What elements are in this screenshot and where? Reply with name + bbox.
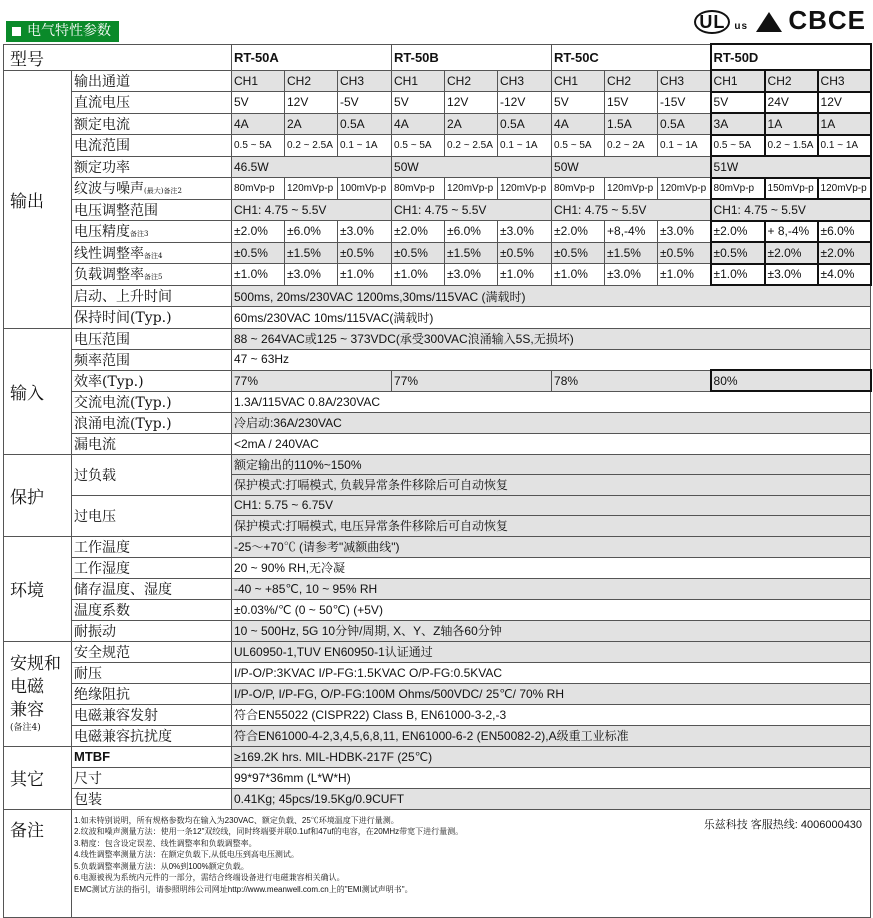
value-cell: 4A	[392, 113, 445, 135]
table-row	[4, 536, 871, 557]
value-cell: ±1.0%	[392, 264, 445, 286]
label-text: 线性调整率	[74, 245, 144, 262]
value-cell: 1A	[818, 113, 871, 135]
table-row	[4, 221, 871, 243]
value-cell: 77%	[392, 370, 552, 391]
category-note: (备注4)	[10, 723, 41, 733]
label-text: 负载调整率	[74, 267, 144, 284]
note-line: 3.精度：包含设定误差、线性调整率和负载调整率。	[74, 838, 257, 848]
value-cell: CH2	[605, 70, 658, 92]
value-cell: ±2.0%	[765, 242, 818, 264]
value-cell: -40 ~ +85℃, 10 ~ 95% RH	[232, 578, 871, 599]
value-cell: ±0.5%	[711, 242, 765, 264]
row-label-eff: 效率(Typ.)	[72, 370, 232, 391]
row-label-emi: 电磁兼容发射	[72, 704, 232, 725]
value-cell: ±2.0%	[552, 221, 605, 243]
value-cell: -25～+70℃ (请参考"减额曲线")	[232, 536, 871, 557]
category-line: 电磁	[10, 677, 44, 697]
value-cell: 符合EN61000-4-2,3,4,5,6,8,11, EN61000-6-2 (EN50082-2),A级重工业标准	[232, 725, 871, 746]
table-row	[4, 788, 871, 809]
table-row	[4, 307, 871, 329]
value-cell: 0.1 ~ 1A	[658, 135, 711, 157]
gs-triangle-icon	[756, 12, 782, 32]
value-cell: CH3	[498, 70, 552, 92]
value-cell: ±1.0%	[711, 264, 765, 286]
table-row	[4, 725, 871, 746]
label-text: 电压调整范围	[74, 202, 158, 219]
table-row	[4, 264, 871, 286]
value-cell: CH1: 4.75 ~ 5.5V	[392, 199, 552, 221]
value-cell: 0.41Kg; 45pcs/19.5Kg/0.9CUFT	[232, 788, 871, 809]
value-cell: 0.2 ~ 2.5A	[285, 135, 338, 157]
label-text: 直流电压	[74, 95, 130, 112]
value-cell: 500ms, 20ms/230VAC 1200ms,30ms/115VAC (满载时)	[232, 285, 871, 307]
value-cell: ±3.0%	[658, 221, 711, 243]
value-cell: ±6.0%	[818, 221, 871, 243]
value-cell: ±1.5%	[285, 242, 338, 264]
value-cell: ±3.0%	[338, 221, 392, 243]
value-cell: 5V	[711, 92, 765, 114]
value-cell: 99*97*36mm (L*W*H)	[232, 767, 871, 788]
row-label-channels	[72, 70, 232, 92]
value-cell: 120mVp-p	[498, 178, 552, 200]
spec-table	[3, 43, 872, 918]
value-cell: 24V	[765, 92, 818, 114]
value-cell: 100mVp-p	[338, 178, 392, 200]
value-cell: 符合EN55022 (CISPR22) Class B, EN61000-3-2,-3	[232, 704, 871, 725]
label-text: 输出通道	[74, 73, 130, 90]
value-cell: ±1.5%	[605, 242, 658, 264]
value-cell: CH1	[711, 70, 765, 92]
value-cell: 4A	[552, 113, 605, 135]
note-line: 4.线性调整率测量方法：在额定负载下,从低电压到高电压测试。	[74, 850, 299, 859]
label-text: 电流范围	[74, 138, 130, 155]
value-cell: 80mVp-p	[392, 178, 445, 200]
value-cell: 5V	[392, 92, 445, 114]
note-line: EMC测试方法的指引，请参照明纬公司网址http://www.meanwell.com.cn上的"EMI测试声明书"。	[74, 884, 413, 894]
value-cell: 60ms/230VAC 10ms/115VAC(满载时)	[232, 307, 871, 329]
ul-logo: UL	[694, 10, 730, 34]
row-label-current_range	[72, 135, 232, 157]
section-title: 电气特性参数	[6, 21, 119, 42]
table-row	[4, 433, 871, 454]
row-label-storage: 储存温度、湿度	[72, 578, 232, 599]
value-cell: 0.5A	[498, 113, 552, 135]
value-cell: UL60950-1,TUV EN60950-1认证通过	[232, 641, 871, 662]
value-cell: CH3	[658, 70, 711, 92]
value-cell: 50W	[392, 156, 552, 178]
row-label-ac: 交流电流(Typ.)	[72, 391, 232, 412]
value-cell: ≥169.2K hrs. MIL-HDBK-217F (25℃)	[232, 746, 871, 767]
value-cell: 5V	[552, 92, 605, 114]
value-cell: 12V	[285, 92, 338, 114]
value-cell: 0.5 ~ 5A	[232, 135, 285, 157]
value-cell: ±3.0%	[285, 264, 338, 286]
value-cell: 120mVp-p	[445, 178, 498, 200]
value-cell: 0.1 ~ 1A	[338, 135, 392, 157]
value-cell: I/P-O/P, I/P-FG, O/P-FG:100M Ohms/500VDC/ 25℃/ 70% RH	[232, 683, 871, 704]
value-cell: ±3.0%	[498, 221, 552, 243]
value-cell: 15V	[605, 92, 658, 114]
table-row	[4, 44, 871, 70]
category-input: 输入	[4, 328, 72, 454]
row-label-power	[72, 156, 232, 178]
value-cell: 保护模式:打嗝模式, 负载异常条件移除后可自动恢复	[232, 475, 871, 496]
category-notes: 备注	[4, 809, 72, 917]
table-row	[4, 242, 871, 264]
row-label-vib: 耐振动	[72, 620, 232, 641]
table-row	[4, 641, 871, 662]
row-label-tolerance	[72, 221, 232, 243]
note-line: 5.负载调整率测量方法：从0%到100%额定负载。	[74, 861, 249, 871]
table-row	[4, 704, 871, 725]
value-cell: 2A	[285, 113, 338, 135]
value-cell: ±3.0%	[765, 264, 818, 286]
value-cell: ±6.0%	[445, 221, 498, 243]
value-cell: 120mVp-p	[605, 178, 658, 200]
table-row	[4, 349, 871, 370]
value-cell: 10 ~ 500Hz, 5G 10分钟/周期, X、Y、Z轴各60分钟	[232, 620, 871, 641]
row-label-std: 安全规范	[72, 641, 232, 662]
table-row	[4, 391, 871, 412]
value-cell: 12V	[445, 92, 498, 114]
row-label-inrush: 浪涌电流(Typ.)	[72, 412, 232, 433]
table-row	[4, 809, 871, 917]
table-row	[4, 767, 871, 788]
category-environment: 环境	[4, 536, 72, 641]
row-label-setup: 启动、上升时间	[72, 285, 232, 307]
value-cell: 1.3A/115VAC 0.8A/230VAC	[232, 391, 871, 412]
note-line: 1.如未特别说明，所有规格参数均在输入为230VAC、额定负载、25℃环境温度下进行量测。	[74, 815, 399, 825]
value-cell: 保护模式:打嗝模式, 电压异常条件移除后可自动恢复	[232, 516, 871, 537]
value-cell: 0.2 ~ 2A	[605, 135, 658, 157]
value-cell: 额定输出的110%~150%	[232, 454, 871, 475]
value-cell: ±0.5%	[552, 242, 605, 264]
value-cell: 50W	[552, 156, 711, 178]
header	[3, 2, 870, 42]
value-cell: 冷启动:36A/230VAC	[232, 412, 871, 433]
row-label-ov: 过电压	[72, 495, 232, 536]
us-mark: us	[734, 21, 749, 32]
value-cell: 120mVp-p	[658, 178, 711, 200]
table-row	[4, 70, 871, 92]
table-row	[4, 454, 871, 475]
table-row	[4, 683, 871, 704]
value-cell: 0.5 ~ 5A	[392, 135, 445, 157]
value-cell: + 8,-4%	[765, 221, 818, 243]
value-cell: ±2.0%	[392, 221, 445, 243]
value-cell: CH1: 4.75 ~ 5.5V	[552, 199, 711, 221]
value-cell: -5V	[338, 92, 392, 114]
table-row	[4, 178, 871, 200]
value-cell: 80mVp-p	[711, 178, 765, 200]
model-name: RT-50C	[552, 44, 711, 70]
row-label-coef: 温度系数	[72, 599, 232, 620]
value-cell: ±6.0%	[285, 221, 338, 243]
label-note: (最大)备注2	[144, 187, 182, 196]
row-label-pack: 包装	[72, 788, 232, 809]
value-cell: 77%	[232, 370, 392, 391]
row-label-line	[72, 242, 232, 264]
row-label-hold: 保持时间(Typ.)	[72, 307, 232, 329]
table-row	[4, 412, 871, 433]
table-row	[4, 495, 871, 516]
label-text: 纹波与噪声	[74, 181, 144, 198]
table-row	[4, 578, 871, 599]
category-line: 兼容	[10, 700, 44, 720]
value-cell: CH3	[338, 70, 392, 92]
value-cell: 4A	[232, 113, 285, 135]
value-cell: CH2	[285, 70, 338, 92]
value-cell: CH1: 4.75 ~ 5.5V	[232, 199, 392, 221]
model-name: RT-50D	[711, 44, 871, 70]
row-label-freq: 频率范围	[72, 349, 232, 370]
table-row	[4, 557, 871, 578]
value-cell: 120mVp-p	[818, 178, 871, 200]
value-cell: ±4.0%	[818, 264, 871, 286]
row-label-leak: 漏电流	[72, 433, 232, 454]
table-row	[4, 285, 871, 307]
value-cell: CH1	[552, 70, 605, 92]
note-line: 6.电源被视为系统内元件的一部分，需结合终端设备进行电磁兼容相关确认。	[74, 873, 345, 882]
hotline: 乐兹科技 客服热线: 4006000430	[703, 818, 863, 831]
value-cell: CH2	[765, 70, 818, 92]
value-cell: CH1	[392, 70, 445, 92]
row-label-load	[72, 264, 232, 286]
value-cell: ±0.5%	[392, 242, 445, 264]
category-others: 其它	[4, 746, 72, 809]
value-cell: ±3.0%	[605, 264, 658, 286]
value-cell: ±1.0%	[552, 264, 605, 286]
value-cell: 0.2 ~ 2.5A	[445, 135, 498, 157]
table-row	[4, 328, 871, 349]
value-cell: ±1.5%	[445, 242, 498, 264]
value-cell: 0.5A	[658, 113, 711, 135]
value-cell: 20 ~ 90% RH,无冷凝	[232, 557, 871, 578]
value-cell: 12V	[818, 92, 871, 114]
table-row	[4, 113, 871, 135]
value-cell: ±3.0%	[445, 264, 498, 286]
value-cell: CH1	[232, 70, 285, 92]
value-cell: CH3	[818, 70, 871, 92]
value-cell: ±0.03%/℃ (0 ~ 50℃) (+5V)	[232, 599, 871, 620]
value-cell: ±1.0%	[338, 264, 392, 286]
value-cell: ±0.5%	[338, 242, 392, 264]
value-cell: ±2.0%	[818, 242, 871, 264]
label-note: 备注5	[144, 273, 163, 282]
value-cell: 2A	[445, 113, 498, 135]
value-cell: +8,-4%	[605, 221, 658, 243]
label-note: 备注4	[144, 251, 163, 260]
value-cell: ±0.5%	[498, 242, 552, 264]
cb-ce-logo: CBCE	[788, 5, 866, 35]
value-cell: CH1: 4.75 ~ 5.5V	[711, 199, 871, 221]
row-label-voltage	[72, 92, 232, 114]
row-label-ems: 电磁兼容抗扰度	[72, 725, 232, 746]
table-row	[4, 599, 871, 620]
model-name: RT-50A	[232, 44, 392, 70]
value-cell: CH1: 5.75 ~ 6.75V	[232, 495, 871, 516]
note-line: 2.纹波和噪声测量方法：使用一条12"双绞线，同时终端要并联0.1uf和47uf的电容，在20MHz带宽下进行量测。	[74, 827, 464, 836]
notes-body	[72, 809, 871, 917]
row-label-dim: 尺寸	[72, 767, 232, 788]
value-cell: ±1.0%	[658, 264, 711, 286]
category-output: 输出	[4, 70, 72, 328]
value-cell: ±1.0%	[232, 264, 285, 286]
row-label-adj	[72, 199, 232, 221]
value-cell: 0.5A	[338, 113, 392, 135]
value-cell: 80%	[711, 370, 871, 391]
value-cell: ±0.5%	[232, 242, 285, 264]
value-cell: 1.5A	[605, 113, 658, 135]
table-row	[4, 370, 871, 391]
row-label-vrange: 电压范围	[72, 328, 232, 349]
value-cell: 46.5W	[232, 156, 392, 178]
row-label-temp: 工作温度	[72, 536, 232, 557]
value-cell: 0.1 ~ 1A	[498, 135, 552, 157]
value-cell: 0.5 ~ 5A	[711, 135, 765, 157]
category-protection: 保护	[4, 454, 72, 536]
model-label: 型号	[4, 44, 232, 70]
value-cell: 120mVp-p	[285, 178, 338, 200]
table-row	[4, 620, 871, 641]
row-label-ol: 过负载	[72, 454, 232, 495]
row-label-current	[72, 113, 232, 135]
value-cell: 3A	[711, 113, 765, 135]
table-row	[4, 156, 871, 178]
label-text: 电压精度	[74, 224, 130, 241]
value-cell: 51W	[711, 156, 871, 178]
value-cell: ±2.0%	[711, 221, 765, 243]
table-row	[4, 199, 871, 221]
row-label-withstand: 耐压	[72, 662, 232, 683]
value-cell: 78%	[552, 370, 711, 391]
table-row	[4, 92, 871, 114]
model-name: RT-50B	[392, 44, 552, 70]
square-icon	[12, 27, 21, 36]
label-text: 额定功率	[74, 159, 130, 176]
value-cell: 0.5 ~ 5A	[552, 135, 605, 157]
value-cell: -15V	[658, 92, 711, 114]
value-cell: 47 ~ 63Hz	[232, 349, 871, 370]
label-note: 备注3	[130, 230, 149, 239]
row-label-hum: 工作湿度	[72, 557, 232, 578]
table-row	[4, 135, 871, 157]
value-cell: 88 ~ 264VAC或125 ~ 373VDC(承受300VAC浪涌输入5S,无损坏)	[232, 328, 871, 349]
category-line: 安规和	[10, 654, 61, 674]
value-cell: ±0.5%	[658, 242, 711, 264]
table-row	[4, 746, 871, 767]
value-cell: <2mA / 240VAC	[232, 433, 871, 454]
value-cell: 80mVp-p	[232, 178, 285, 200]
value-cell: 0.2 ~ 1.5A	[765, 135, 818, 157]
row-label-ripple	[72, 178, 232, 200]
value-cell: 150mVp-p	[765, 178, 818, 200]
value-cell: CH2	[445, 70, 498, 92]
label-text: 额定电流	[74, 116, 130, 133]
row-label-iso: 绝缘阻抗	[72, 683, 232, 704]
certification-marks	[694, 5, 866, 36]
value-cell: 5V	[232, 92, 285, 114]
value-cell: ±2.0%	[232, 221, 285, 243]
value-cell: 1A	[765, 113, 818, 135]
value-cell: 80mVp-p	[552, 178, 605, 200]
value-cell: 0.1 ~ 1A	[818, 135, 871, 157]
row-label-mtbf: MTBF	[72, 746, 232, 767]
value-cell: I/P-O/P:3KVAC I/P-FG:1.5KVAC O/P-FG:0.5KVAC	[232, 662, 871, 683]
value-cell: -12V	[498, 92, 552, 114]
category-safety	[4, 641, 72, 746]
value-cell: ±1.0%	[498, 264, 552, 286]
table-row	[4, 662, 871, 683]
